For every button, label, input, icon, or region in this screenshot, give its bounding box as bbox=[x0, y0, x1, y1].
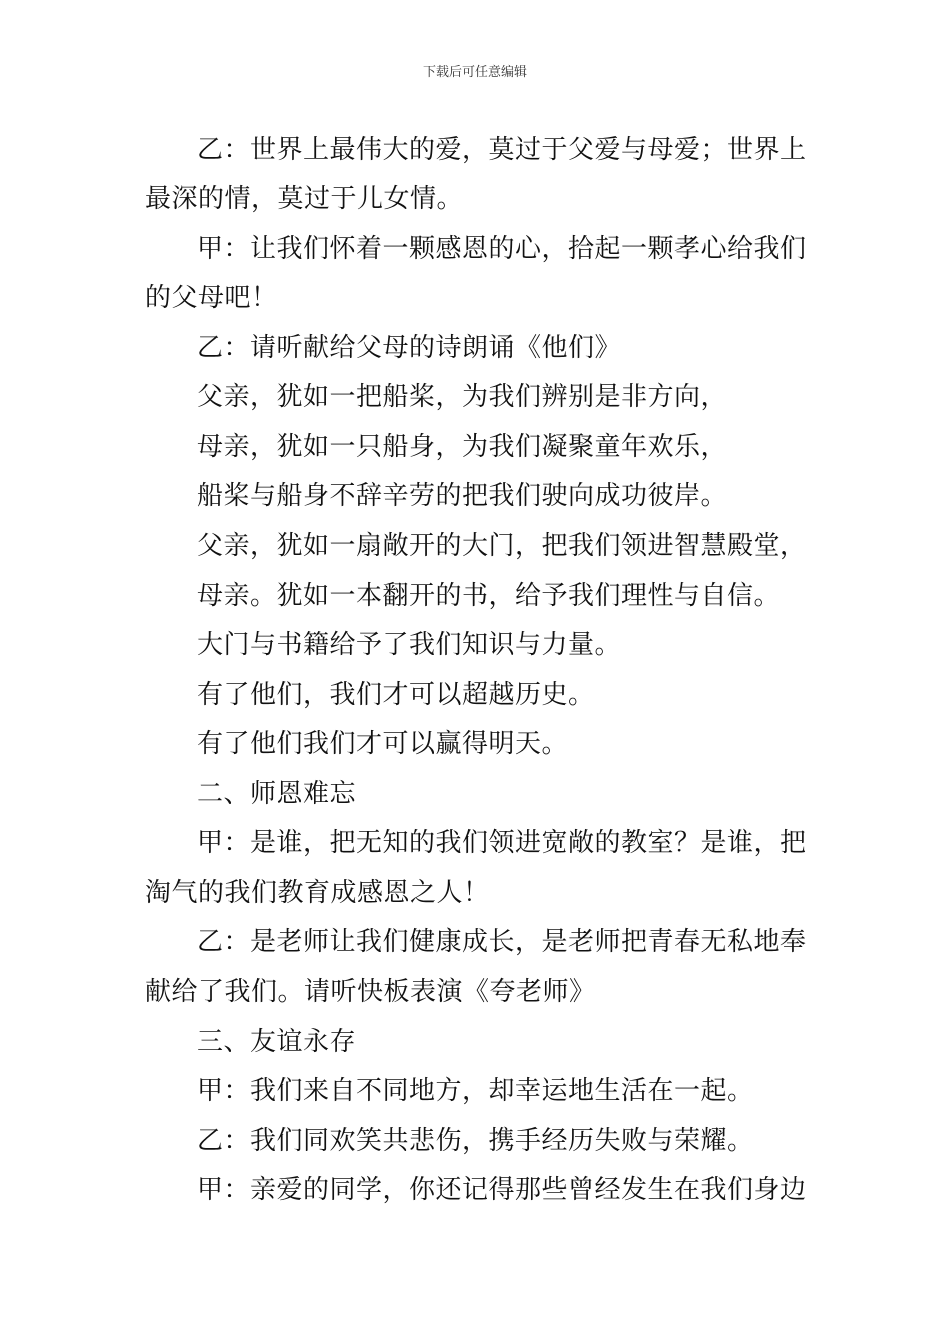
section-heading: 二、师恩难忘 bbox=[197, 779, 357, 809]
text-line: 甲：是谁，把无知的我们领进宽敞的教室？是谁，把 bbox=[197, 828, 807, 858]
text-line: 船桨与船身不辞辛劳的把我们驶向成功彼岸。 bbox=[197, 481, 728, 511]
text-line: 献给了我们。请听快板表演《夸老师》 bbox=[145, 977, 596, 1007]
text-line: 大门与书籍给予了我们知识与力量。 bbox=[197, 630, 622, 660]
text-line: 父亲，犹如一把船桨，为我们辨别是非方向， bbox=[197, 382, 728, 412]
page-header: 下载后可任意编辑 bbox=[422, 65, 527, 80]
text-line: 母亲，犹如一只船身，为我们凝聚童年欢乐， bbox=[197, 432, 728, 462]
section-heading: 三、友谊永存 bbox=[197, 1027, 357, 1057]
text-line: 乙：世界上最伟大的爱，莫过于父爱与母爱；世界上 bbox=[197, 135, 807, 165]
text-line: 乙：我们同欢笑共悲伤，携手经历失败与荣耀。 bbox=[197, 1126, 754, 1156]
text-line: 甲：让我们怀着一颗感恩的心，拾起一颗孝心给我们 bbox=[197, 234, 807, 264]
text-line: 有了他们，我们才可以超越历史。 bbox=[197, 680, 595, 710]
text-line: 乙：请听献给父母的诗朗诵《他们》 bbox=[197, 333, 622, 363]
text-line: 乙：是老师让我们健康成长，是老师把青春无私地奉 bbox=[197, 927, 807, 957]
text-line: 的父母吧！ bbox=[145, 283, 278, 313]
text-line: 母亲。犹如一本翻开的书，给予我们理性与自信。 bbox=[197, 581, 781, 611]
text-line: 父亲，犹如一扇敞开的大门，把我们领进智慧殿堂， bbox=[197, 531, 807, 561]
text-line: 甲：我们来自不同地方，却幸运地生活在一起。 bbox=[197, 1076, 754, 1106]
text-line: 甲：亲爱的同学，你还记得那些曾经发生在我们身边 bbox=[197, 1175, 807, 1205]
text-line: 最深的情，莫过于儿女情。 bbox=[145, 184, 464, 214]
text-line: 有了他们我们才可以赢得明天。 bbox=[197, 729, 569, 759]
text-line: 淘气的我们教育成感恩之人！ bbox=[145, 878, 490, 908]
